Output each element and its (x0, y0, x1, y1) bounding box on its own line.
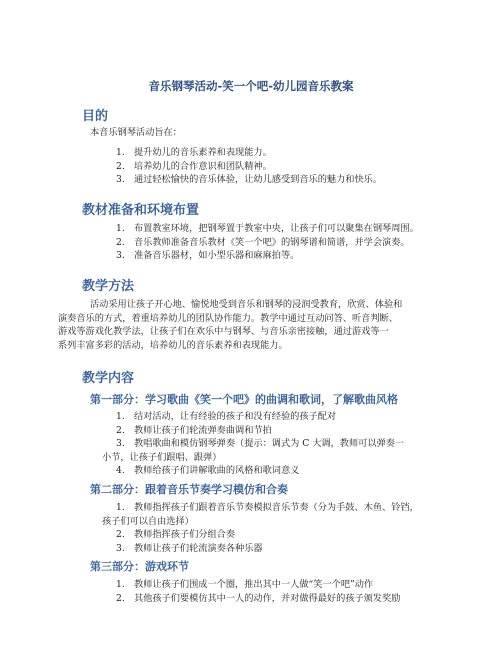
part1-list (90, 410, 450, 478)
list-item: 3. 通过轻松愉快的音乐体验，让幼儿感受到音乐的魅力和快乐。 (116, 174, 383, 186)
method-paragraph: 活动采用让孩子开心地、愉悦地受到音乐和钢琴的浸润受教育，欣赏、体验和 演奏音乐的方式，着重培养幼儿的团队协作能力。教学中通过互动问答、听音判断、 游戏等游戏化教学法，让孩子们在欢乐中与钢琴、与音乐亲密接触，通过游戏等一 系列丰富多彩的活动，培养幼儿的音乐素养和表现能力。 (58, 299, 403, 351)
part2-list (90, 501, 450, 555)
goal-list (90, 146, 450, 187)
list-item: 1. 结对活动，让有经验的孩子和没有经验的孩子配对 (116, 411, 337, 422)
part3-list (90, 578, 450, 605)
heading-prep: 教材准备和环境布置 (82, 203, 200, 218)
heading-content: 教学内容 (82, 371, 135, 386)
document-title: 音乐钢琴活动-笑一个吧-幼儿园音乐教案 (148, 79, 354, 93)
heading-part3: 第三部分：游戏环节 (90, 560, 189, 573)
list-item: 1. 教师指挥孩子们跟着音乐节奏模拟音乐节奏（分为手鼓、木鱼、铃铛， 孩子们可以自由选择） (102, 502, 419, 527)
list-item: 3. 教唱歌曲和模仿钢琴弹奏（提示：调式为 C 大调，教师可以弹奏一 小节，让孩子们跟唱、跟弹） (102, 438, 405, 463)
list-item: 2. 音乐教师准备音乐教材《笑一个吧》的钢琴谱和简谱，并学会演奏。 (116, 236, 410, 248)
list-item: 2. 教师让孩子们轮流弹奏曲调和节拍 (116, 424, 272, 436)
prep-list (90, 222, 450, 263)
list-item: 2. 其他孩子们要模仿其中一人的动作，并对做得最好的孩子颁发奖励 (116, 592, 401, 604)
list-item: 3. 教师让孩子们轮流演奏各种乐器 (116, 542, 263, 554)
heading-goal: 目的 (82, 109, 109, 124)
list-item: 2. 培养幼儿的合作意识和团队精神。 (116, 160, 272, 172)
list-item: 2. 教师指挥孩子们分组合奏 (116, 529, 236, 541)
heading-part2: 第二部分：跟着音乐节奏学习模仿和合奏 (90, 483, 288, 496)
list-item: 1. 布置教室环境，把钢琴置于教室中央，让孩子们可以聚集在钢琴周围。 (116, 223, 419, 234)
list-item: 4. 教师给孩子们讲解歌曲的风格和歌词意义 (116, 465, 300, 477)
heading-method: 教学方法 (82, 279, 135, 294)
list-item: 1. 教师让孩子们围成一个圈，推出其中一人做“笑一个吧”动作 (116, 579, 374, 590)
list-item: 1. 提升幼儿的音乐素养和表现能力。 (116, 147, 272, 158)
heading-part1: 第一部分：学习歌曲《笑一个吧》的曲调和歌词，了解歌曲风格 (90, 393, 398, 406)
list-item: 3. 准备音乐器材，如小型乐器和麻麻拍等。 (116, 250, 300, 262)
goal-intro: 本音乐钢琴活动旨在： (90, 127, 182, 138)
